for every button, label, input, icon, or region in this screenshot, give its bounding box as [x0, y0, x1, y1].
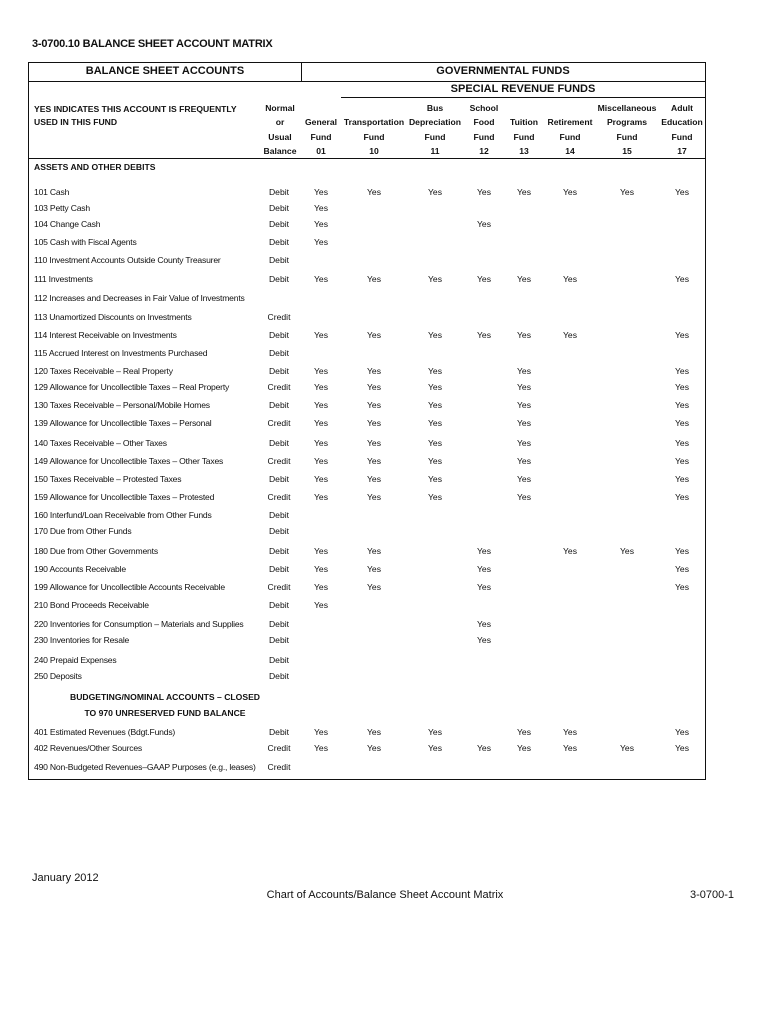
table-row	[29, 219, 705, 233]
table-row	[29, 366, 705, 380]
fund-cell-tuition: Yes	[516, 474, 532, 484]
normal-balance: Debit	[268, 219, 290, 229]
column-header-line: Food	[473, 117, 495, 128]
account-label: 130 Taxes Receivable – Personal/Mobile Homes	[34, 400, 210, 410]
normal-balance: Debit	[268, 366, 290, 376]
account-label: 240 Prepaid Expenses	[34, 655, 117, 665]
normal-balance: Credit	[267, 492, 291, 502]
fund-cell-school-food: Yes	[476, 546, 492, 556]
table-row	[29, 510, 705, 524]
column-header-line: Fund	[671, 131, 693, 142]
fund-cell-adult-education: Yes	[674, 492, 690, 502]
section-assets: ASSETS AND OTHER DEBITS	[34, 162, 156, 172]
fund-cell-transportation: Yes	[366, 187, 382, 197]
account-label: 402 Revenues/Other Sources	[34, 743, 143, 753]
account-label: 114 Interest Receivable on Investments	[34, 330, 177, 340]
fund-cell-transportation: Yes	[366, 456, 382, 466]
column-header-line: General	[304, 117, 337, 128]
fund-cell-transportation: Yes	[366, 438, 382, 448]
fund-cell-tuition: Yes	[516, 400, 532, 410]
account-label: 112 Increases and Decreases in Fair Value of Investments	[34, 293, 245, 303]
normal-balance: Credit	[267, 312, 291, 322]
fund-cell-retirement: Yes	[562, 727, 578, 737]
table-row	[29, 727, 705, 741]
fund-cell-transportation: Yes	[366, 330, 382, 340]
column-header-line: Depreciation	[408, 117, 462, 128]
table-row	[29, 382, 705, 396]
fund-cell-transportation: Yes	[366, 474, 382, 484]
fund-cell-retirement: Yes	[562, 330, 578, 340]
document-title: 3-0700.10 BALANCE SHEET ACCOUNT MATRIX	[32, 38, 273, 50]
fund-cell-transportation: Yes	[366, 492, 382, 502]
normal-balance: Debit	[268, 187, 290, 197]
table-row	[29, 743, 705, 757]
column-header-line: Fund	[616, 131, 638, 142]
fund-cell-bus-depreciation: Yes	[427, 382, 443, 392]
fund-cell-tuition: Yes	[516, 366, 532, 376]
fund-cell-bus-depreciation: Yes	[427, 727, 443, 737]
normal-balance: Debit	[268, 727, 290, 737]
normal-balance: Debit	[268, 400, 290, 410]
fund-cell-adult-education: Yes	[674, 438, 690, 448]
fund-cell-miscellaneous-programs: Yes	[619, 546, 635, 556]
fund-cell-adult-education: Yes	[674, 187, 690, 197]
fund-cell-general: Yes	[313, 564, 329, 574]
account-label: 230 Inventories for Resale	[34, 635, 130, 645]
fund-cell-tuition: Yes	[516, 330, 532, 340]
column-header-line: Bus	[426, 103, 444, 113]
account-label: 113 Unamortized Discounts on Investments	[34, 312, 192, 322]
fund-cell-general: Yes	[313, 274, 329, 284]
normal-balance: Debit	[268, 526, 290, 536]
footer-title: Chart of Accounts/Balance Sheet Account Matrix	[266, 889, 504, 901]
account-matrix-table	[28, 62, 706, 780]
fund-cell-general: Yes	[313, 330, 329, 340]
normal-balance: Debit	[268, 564, 290, 574]
fund-cell-adult-education: Yes	[674, 727, 690, 737]
fund-cell-general: Yes	[313, 187, 329, 197]
table-row	[29, 274, 705, 288]
fund-cell-bus-depreciation: Yes	[427, 330, 443, 340]
normal-balance: Debit	[268, 255, 290, 265]
normal-balance: Debit	[268, 546, 290, 556]
fund-cell-transportation: Yes	[366, 366, 382, 376]
fund-cell-miscellaneous-programs: Yes	[619, 743, 635, 753]
account-label: 210 Bond Proceeds Receivable	[34, 600, 149, 610]
fund-cell-general: Yes	[313, 237, 329, 247]
column-header-line: Fund	[424, 131, 446, 142]
fund-cell-general: Yes	[313, 456, 329, 466]
fund-cell-general: Yes	[313, 418, 329, 428]
fund-cell-general: Yes	[313, 727, 329, 737]
fund-cell-miscellaneous-programs: Yes	[619, 187, 635, 197]
fund-cell-adult-education: Yes	[674, 474, 690, 484]
normal-balance: Debit	[268, 474, 290, 484]
table-row	[29, 400, 705, 414]
fund-cell-school-food: Yes	[476, 635, 492, 645]
table-row	[29, 474, 705, 488]
normal-balance: Credit	[267, 418, 291, 428]
account-label: 101 Cash	[34, 187, 70, 197]
account-label: 220 Inventories for Consumption – Materials and Supplies	[34, 619, 244, 629]
fund-cell-bus-depreciation: Yes	[427, 400, 443, 410]
fund-cell-bus-depreciation: Yes	[427, 274, 443, 284]
fund-cell-retirement: Yes	[562, 274, 578, 284]
fund-cell-bus-depreciation: Yes	[427, 492, 443, 502]
fund-cell-transportation: Yes	[366, 418, 382, 428]
column-header-line: Balance	[263, 146, 297, 157]
normal-balance: Debit	[268, 274, 290, 284]
section-budgeting-line1: BUDGETING/NOMINAL ACCOUNTS – CLOSED	[69, 692, 261, 702]
table-row	[29, 237, 705, 251]
normal-balance: Debit	[268, 510, 290, 520]
table-row	[29, 526, 705, 540]
table-row	[29, 456, 705, 470]
fund-cell-transportation: Yes	[366, 382, 382, 392]
fund-cell-adult-education: Yes	[674, 330, 690, 340]
fund-cell-general: Yes	[313, 492, 329, 502]
fund-cell-adult-education: Yes	[674, 400, 690, 410]
column-header-line: Education	[661, 117, 703, 128]
fund-cell-school-food: Yes	[476, 330, 492, 340]
account-label: 170 Due from Other Funds	[34, 526, 132, 536]
column-header-line: 12	[479, 146, 489, 157]
fund-cell-transportation: Yes	[366, 400, 382, 410]
account-label: 190 Accounts Receivable	[34, 564, 126, 574]
account-label: 110 Investment Accounts Outside County Treasurer	[34, 255, 221, 265]
table-row	[29, 348, 705, 362]
account-label: 115 Accrued Interest on Investments Purchased	[34, 348, 208, 358]
fund-cell-general: Yes	[313, 474, 329, 484]
yes-indicator-note: YES INDICATES THIS ACCOUNT IS FREQUENTLY USED IN THIS FUND	[34, 104, 237, 127]
special-revenue-funds-heading: SPECIAL REVENUE FUNDS	[450, 83, 596, 95]
table-row	[29, 312, 705, 326]
fund-cell-tuition: Yes	[516, 743, 532, 753]
account-label: 149 Allowance for Uncollectible Taxes – Other Taxes	[34, 456, 224, 466]
column-header-line: Fund	[310, 131, 332, 142]
normal-balance: Credit	[267, 456, 291, 466]
account-label: 250 Deposits	[34, 671, 82, 681]
normal-balance: Credit	[267, 582, 291, 592]
normal-balance: Credit	[267, 743, 291, 753]
column-header-line: or	[275, 117, 285, 128]
fund-cell-transportation: Yes	[366, 743, 382, 753]
normal-balance: Debit	[268, 237, 290, 247]
fund-cell-general: Yes	[313, 582, 329, 592]
table-row	[29, 582, 705, 596]
account-label: 111 Investments	[34, 274, 93, 284]
fund-cell-adult-education: Yes	[674, 546, 690, 556]
fund-cell-tuition: Yes	[516, 456, 532, 466]
footer-date: January 2012	[32, 872, 99, 884]
account-label: 490 Non-Budgeted Revenues–GAAP Purposes (e.g., leases)	[34, 762, 256, 772]
table-row	[29, 546, 705, 560]
account-label: 129 Allowance for Uncollectible Taxes – Real Property	[34, 382, 230, 392]
header-divider	[29, 81, 705, 82]
fund-cell-adult-education: Yes	[674, 382, 690, 392]
column-header-line: 13	[519, 146, 529, 157]
normal-balance: Debit	[268, 330, 290, 340]
account-label: 105 Cash with Fiscal Agents	[34, 237, 137, 247]
column-header-line: Usual	[268, 131, 292, 142]
fund-cell-general: Yes	[313, 382, 329, 392]
table-row	[29, 330, 705, 344]
column-header-line: Miscellaneous	[597, 103, 657, 113]
fund-cell-bus-depreciation: Yes	[427, 418, 443, 428]
fund-cell-transportation: Yes	[366, 274, 382, 284]
fund-cell-transportation: Yes	[366, 564, 382, 574]
table-row	[29, 187, 705, 201]
account-label: 140 Taxes Receivable – Other Taxes	[34, 438, 167, 448]
column-header-line: 11	[430, 146, 440, 157]
column-header-line: Transportation	[343, 117, 405, 128]
column-header-line: Fund	[473, 131, 495, 142]
normal-balance: Credit	[267, 382, 291, 392]
fund-cell-tuition: Yes	[516, 418, 532, 428]
column-header-line: Fund	[559, 131, 581, 142]
column-header-line: Tuition	[510, 117, 538, 128]
fund-cell-general: Yes	[313, 366, 329, 376]
normal-balance: Debit	[268, 348, 290, 358]
fund-cell-general: Yes	[313, 400, 329, 410]
normal-balance: Debit	[268, 619, 290, 629]
column-header-line: 14	[565, 146, 575, 157]
normal-balance: Debit	[268, 600, 290, 610]
governmental-funds-heading: GOVERNMENTAL FUNDS	[436, 65, 570, 77]
column-header-line: 15	[622, 146, 632, 157]
fund-cell-general: Yes	[313, 438, 329, 448]
fund-cell-bus-depreciation: Yes	[427, 743, 443, 753]
fund-cell-school-food: Yes	[476, 219, 492, 229]
column-header-line: Fund	[363, 131, 385, 142]
account-label: 401 Estimated Revenues (Bdgt.Funds)	[34, 727, 176, 737]
column-header-line: 01	[316, 146, 326, 157]
fund-cell-general: Yes	[313, 743, 329, 753]
account-label: 180 Due from Other Governments	[34, 546, 158, 556]
fund-cell-transportation: Yes	[366, 546, 382, 556]
footer-page-number: 3-0700-1	[690, 889, 735, 901]
column-header-line: School	[469, 103, 499, 113]
normal-balance: Debit	[268, 203, 290, 213]
table-row	[29, 492, 705, 506]
fund-cell-tuition: Yes	[516, 274, 532, 284]
fund-cell-school-food: Yes	[476, 187, 492, 197]
fund-cell-transportation: Yes	[366, 582, 382, 592]
table-row	[29, 655, 705, 669]
fund-cell-adult-education: Yes	[674, 274, 690, 284]
fund-cell-adult-education: Yes	[674, 418, 690, 428]
fund-cell-adult-education: Yes	[674, 366, 690, 376]
column-header-line: Normal	[265, 103, 295, 113]
fund-cell-tuition: Yes	[516, 382, 532, 392]
fund-cell-school-food: Yes	[476, 564, 492, 574]
account-label: 199 Allowance for Uncollectible Accounts Receivable	[34, 582, 225, 592]
column-header-line: Adult	[671, 103, 693, 113]
table-row	[29, 600, 705, 614]
normal-balance: Debit	[268, 671, 290, 681]
column-header-line: Retirement	[547, 117, 593, 128]
fund-cell-bus-depreciation: Yes	[427, 456, 443, 466]
column-header-line: Programs	[606, 117, 648, 128]
table-row	[29, 762, 705, 776]
fund-cell-retirement: Yes	[562, 743, 578, 753]
table-row	[29, 418, 705, 432]
fund-cell-retirement: Yes	[562, 187, 578, 197]
fund-cell-school-food: Yes	[476, 274, 492, 284]
account-label: 120 Taxes Receivable – Real Property	[34, 366, 173, 376]
account-label: 159 Allowance for Uncollectible Taxes – Protested	[34, 492, 215, 502]
column-header-adult-education	[642, 101, 722, 159]
table-row	[29, 293, 705, 307]
column-header-line: 17	[677, 146, 687, 157]
fund-cell-adult-education: Yes	[674, 456, 690, 466]
table-row	[29, 619, 705, 633]
fund-cell-bus-depreciation: Yes	[427, 474, 443, 484]
fund-cell-adult-education: Yes	[674, 743, 690, 753]
fund-cell-tuition: Yes	[516, 727, 532, 737]
special-revenue-divider	[341, 97, 705, 98]
table-row	[29, 255, 705, 269]
account-label: 139 Allowance for Uncollectible Taxes – Personal	[34, 418, 212, 428]
column-header-line: Fund	[513, 131, 535, 142]
fund-cell-transportation: Yes	[366, 727, 382, 737]
normal-balance: Debit	[268, 635, 290, 645]
fund-cell-general: Yes	[313, 203, 329, 213]
fund-cell-bus-depreciation: Yes	[427, 187, 443, 197]
table-row	[29, 671, 705, 685]
account-label: 150 Taxes Receivable – Protested Taxes	[34, 474, 182, 484]
fund-cell-retirement: Yes	[562, 546, 578, 556]
fund-cell-general: Yes	[313, 546, 329, 556]
section-budgeting-line2: TO 970 UNRESERVED FUND BALANCE	[84, 708, 246, 718]
table-row	[29, 564, 705, 578]
balance-sheet-accounts-heading: BALANCE SHEET ACCOUNTS	[85, 65, 245, 77]
normal-balance: Debit	[268, 438, 290, 448]
normal-balance: Debit	[268, 655, 290, 665]
normal-balance: Credit	[267, 762, 291, 772]
fund-cell-school-food: Yes	[476, 619, 492, 629]
fund-cell-adult-education: Yes	[674, 582, 690, 592]
column-header-line: 10	[369, 146, 379, 157]
fund-cell-school-food: Yes	[476, 743, 492, 753]
table-row	[29, 438, 705, 452]
fund-cell-general: Yes	[313, 219, 329, 229]
table-row	[29, 635, 705, 649]
fund-cell-tuition: Yes	[516, 492, 532, 502]
fund-cell-bus-depreciation: Yes	[427, 366, 443, 376]
fund-cell-tuition: Yes	[516, 438, 532, 448]
table-row	[29, 203, 705, 217]
account-label: 103 Petty Cash	[34, 203, 90, 213]
account-label: 104 Change Cash	[34, 219, 101, 229]
fund-cell-general: Yes	[313, 600, 329, 610]
account-label: 160 Interfund/Loan Receivable from Other Funds	[34, 510, 212, 520]
fund-cell-school-food: Yes	[476, 582, 492, 592]
fund-cell-bus-depreciation: Yes	[427, 438, 443, 448]
fund-cell-adult-education: Yes	[674, 564, 690, 574]
fund-cell-tuition: Yes	[516, 187, 532, 197]
